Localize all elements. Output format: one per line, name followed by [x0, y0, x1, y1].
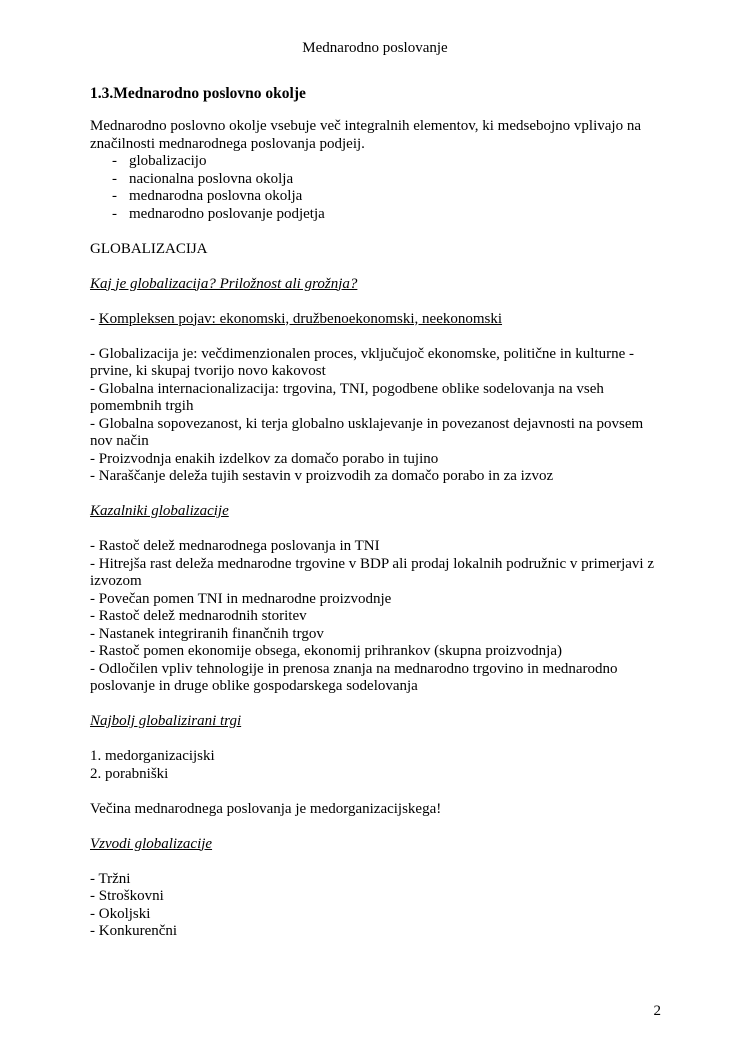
list-item: 2. porabniški	[90, 765, 169, 782]
markets-note: Večina mednarodnega poslovanja je medorganizacijskega!	[90, 800, 442, 817]
list-item	[90, 206, 660, 224]
levers-heading	[90, 836, 660, 854]
list-item: - Tržni	[90, 870, 131, 887]
intro-paragraph: Mednarodno poslovno okolje vsebuje več integralnih elementov, ki medsebojno vplivajo na značilnosti mednarodnega poslovanja podjeij.	[90, 118, 641, 152]
list-item: - Proizvodnja enakih izdelkov za domačo porabo in tujino	[90, 450, 439, 467]
list-item	[90, 171, 660, 189]
list-item-label: nacionalna poslovna okolja	[129, 170, 294, 187]
list-item: - Odločilen vpliv tehnologije in prenosa znanja na mednarodno trgovino in mednarodno poslovanje in druge oblike gospodarskega sodelovanja	[90, 660, 618, 694]
indicators-heading	[90, 503, 660, 521]
list-item: - Okoljski	[90, 905, 151, 922]
globalization-points-list	[90, 346, 660, 486]
list-item: - Naraščanje deleža tujih sestavin v proizvodih za domačo porabo in za izvoz	[90, 468, 554, 484]
bullet-dash: -	[112, 170, 117, 187]
list-item: - Stroškovni	[90, 888, 164, 904]
list-item: - Konkurenčni	[90, 923, 178, 939]
list-item: - Globalna sopovezanost, ki terja globalno usklajevanje in povezanost dejavnosti na povsem nov način	[90, 415, 644, 449]
markets-heading	[90, 713, 660, 731]
indicators-points-list	[90, 538, 660, 696]
intro-bullet-list	[90, 153, 660, 223]
list-item	[90, 188, 660, 206]
list-item: 1. medorganizacijski	[90, 748, 215, 764]
markets-list	[90, 748, 660, 783]
globalization-heading: GLOBALIZACIJA	[90, 240, 208, 257]
list-item: - Globalna internacionalizacija: trgovina, TNI, pogodbene oblike sodelovanja na vseh pomembnih trgih	[90, 380, 604, 414]
indicators-heading-text: Kazalniki globalizacije	[90, 503, 229, 519]
question-heading-text: Kaj je globalizacija? Priložnost ali grožnja?	[90, 275, 358, 292]
line-dash: -	[90, 310, 99, 327]
complex-phenomenon-line	[90, 311, 660, 329]
bullet-dash: -	[112, 205, 117, 222]
bullet-dash: -	[112, 188, 117, 204]
list-item: - Globalizacija je: večdimenzionalen proces, vključujoč ekonomske, politične in kulturne - prvine, ki skupaj tvorijo novo kakovost	[90, 345, 634, 379]
list-item-label: mednarodno poslovanje podjetja	[129, 205, 325, 222]
list-item	[90, 153, 660, 171]
list-item: - Povečan pomen TNI in mednarodne proizvodnje	[90, 590, 392, 607]
markets-heading-text: Najbolj globalizirani trgi	[90, 713, 242, 729]
list-item: - Rastoč pomen ekonomije obsega, ekonomij prihrankov (skupna proizvodnja)	[90, 643, 562, 659]
levers-heading-text: Vzvodi globalizacije	[90, 835, 213, 852]
list-item-label: mednarodna poslovna okolja	[129, 188, 303, 204]
levers-list	[90, 871, 660, 941]
list-item: - Rastoč delež mednarodnega poslovanja in TNI	[90, 538, 380, 554]
page-number: 2	[653, 1002, 661, 1019]
list-item: - Rastoč delež mednarodnih storitev	[90, 608, 307, 624]
list-item: - Hitrejša rast deleža mednarodne trgovine v BDP ali prodaj lokalnih podružnic v primerjavi z izvozom	[90, 555, 654, 589]
section-heading: 1.3.Mednarodno poslovno okolje	[90, 84, 306, 102]
bullet-dash: -	[112, 153, 117, 169]
complex-phenomenon-text: Kompleksen pojav: ekonomski, družbenoekonomski, neekonomski	[98, 310, 503, 327]
question-heading	[90, 276, 660, 294]
document-header-title: Mednarodno poslovanje	[302, 40, 448, 56]
list-item: - Nastanek integriranih finančnih trgov	[90, 625, 324, 642]
list-item-label: globalizacijo	[129, 153, 207, 169]
